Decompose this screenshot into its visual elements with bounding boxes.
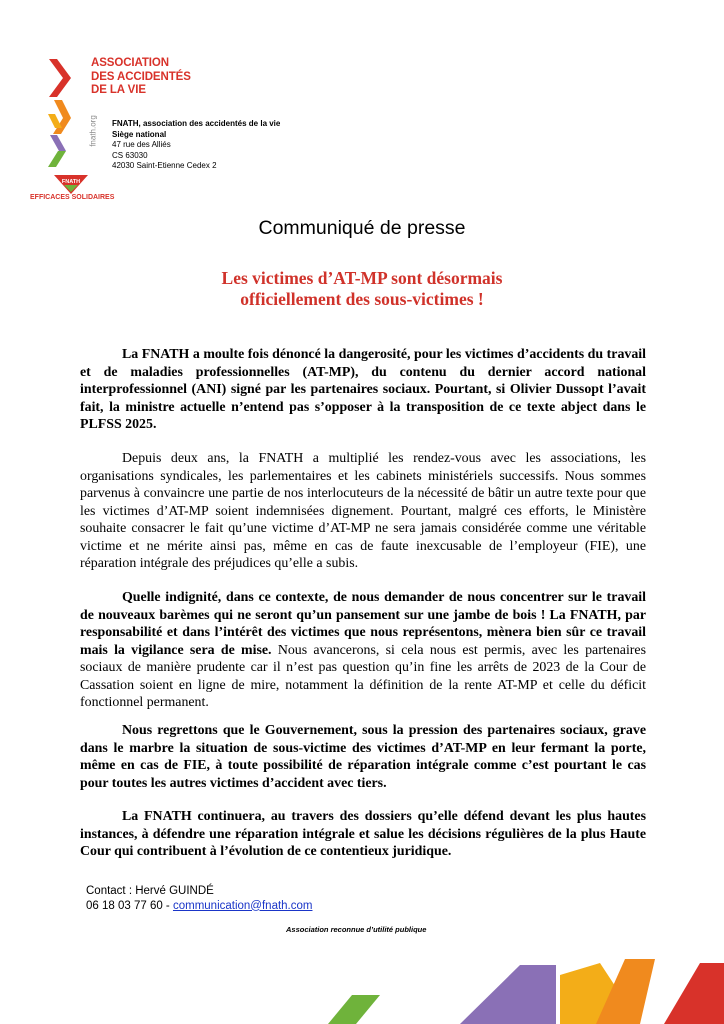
address-line-city: 42030 Saint-Etienne Cedex 2	[112, 161, 217, 170]
paragraph-5: La FNATH continuera, au travers des dossiers qu’elle défend devant les plus hautes instances, à défendre une réparation intégrale et salue les décisions régulières de la plus Haute Cour qui contribuent à l’évolution de ce contentieux juridique.	[80, 809, 646, 859]
paragraph-3	[80, 589, 646, 712]
contact-email-link[interactable]: communication@fnath.com	[172, 899, 313, 912]
website-vertical	[86, 100, 100, 162]
contact-block	[86, 884, 312, 913]
org-name-line-1: ASSOCIATION	[91, 57, 169, 69]
footer-green-stripe	[328, 995, 380, 1024]
fnath-logo	[44, 58, 86, 170]
address-line-cs: CS 63030	[112, 150, 148, 160]
paragraph-1: La FNATH a moulte fois dénoncé la dangerosité, pour les victimes d’accidents du travail et de maladies professionnelles (AT-MP), du contenu du dernier accord national interprofessionnel (ANI) signé par les partenaires sociaux. Pourtant, si Olivier Dussopt l’avait fait, la ministre actuelle n’entend pas s’opposer à la transposition de ce texte abject dans le PLFSS 2025.	[80, 347, 646, 432]
organization-name	[91, 57, 191, 98]
fnath-badge-icon	[54, 175, 88, 195]
logo-red-stroke	[49, 59, 71, 78]
paragraph-4: Nous regrettons que le Gouvernement, sous la pression des partenaires sociaux, grave dans le marbre la situation de sous-victime des victimes d’AT-MP en leur fermant la porte, même en cas de FIE, à toute possibilité de réparation intégrale comme c’est pourtant le cas pour toutes les autres victimes d’accident avec tiers.	[80, 723, 646, 791]
logo-purple-stroke	[50, 135, 66, 151]
headline-line-1: Les victimes d’AT-MP sont désormais	[221, 268, 503, 288]
website-text: fnath.org	[88, 115, 98, 147]
contact-phone-line	[86, 899, 312, 914]
paragraph-2: Depuis deux ans, la FNATH a multiplié les rendez-vous avec les associations, les organisations syndicales, les parlementaires et les cabinets ministériels successifs. Nous sommes parvenus à convaincre une partie de nos interlocuteurs de la nécessité de bâtir un autre texte pour que les victimes d’AT-MP soient indemnisées dignement. Pourtant, malgré ces efforts, le Ministère souhaite consacrer le fait qu’une victime d’AT-MP ne sera jamais considérée comme une véritable victime et ne mérite ainsi pas, même en cas de faute inexcusable de l’employeur (FIE), une réparation intégrale des préjudices qu’elle a subis.	[80, 451, 646, 571]
badge-text: FNATH	[61, 179, 81, 185]
headline-line-2: officiellement des sous-victimes !	[240, 289, 484, 309]
footer-logo-stripes	[0, 955, 724, 1024]
org-name-line-3: DE LA VIE	[91, 84, 146, 96]
address-line-hq: Siège national	[112, 129, 167, 139]
badge-label: EFFICACES SOLIDAIRES	[30, 194, 115, 201]
contact-phone: 06 18 03 77 60 -	[86, 899, 173, 912]
org-name-line-2: DES ACCIDENTÉS	[91, 70, 191, 83]
address-block	[112, 119, 280, 172]
logo-yellow-stroke	[48, 114, 62, 128]
logo-orange-stroke	[54, 100, 71, 118]
public-utility-recognition: Association reconnue d’utilité publique	[286, 925, 427, 934]
footer-purple-stripe	[460, 965, 556, 1024]
headline	[0, 268, 724, 310]
paragraph-3-regular: Nous avancerons, si cela nous est permis, avec les partenaires sociaux de manière prudente car il n’est pas question qu’in fine les arrêts de 2023 de la Cour de Cassation soient en ligne de mire, notamment la définition de la rente AT-MP et celle du déficit fonctionnel permanent.	[80, 642, 647, 710]
press-release-title: Communiqué de presse	[258, 217, 466, 239]
footer-red-stripe	[664, 963, 724, 1024]
logo-green-stroke	[48, 151, 66, 167]
paragraph-3-bold: Quelle indignité, dans ce contexte, de nous demander de nous concentrer sur le travail de nouveaux barèmes qui ne seront qu’un pansement sur une jambe de bois ! La FNATH, par responsabilité et dans l’intérêt des victimes que nous représentons, mènera bien sûr ce travail mais la vigilance sera de mise.	[80, 590, 646, 658]
address-line-org: FNATH, association des accidentés de la vie	[112, 119, 281, 128]
address-line-street: 47 rue des Alliés	[112, 140, 171, 149]
contact-name: Contact : Hervé GUINDÉ	[86, 885, 214, 897]
